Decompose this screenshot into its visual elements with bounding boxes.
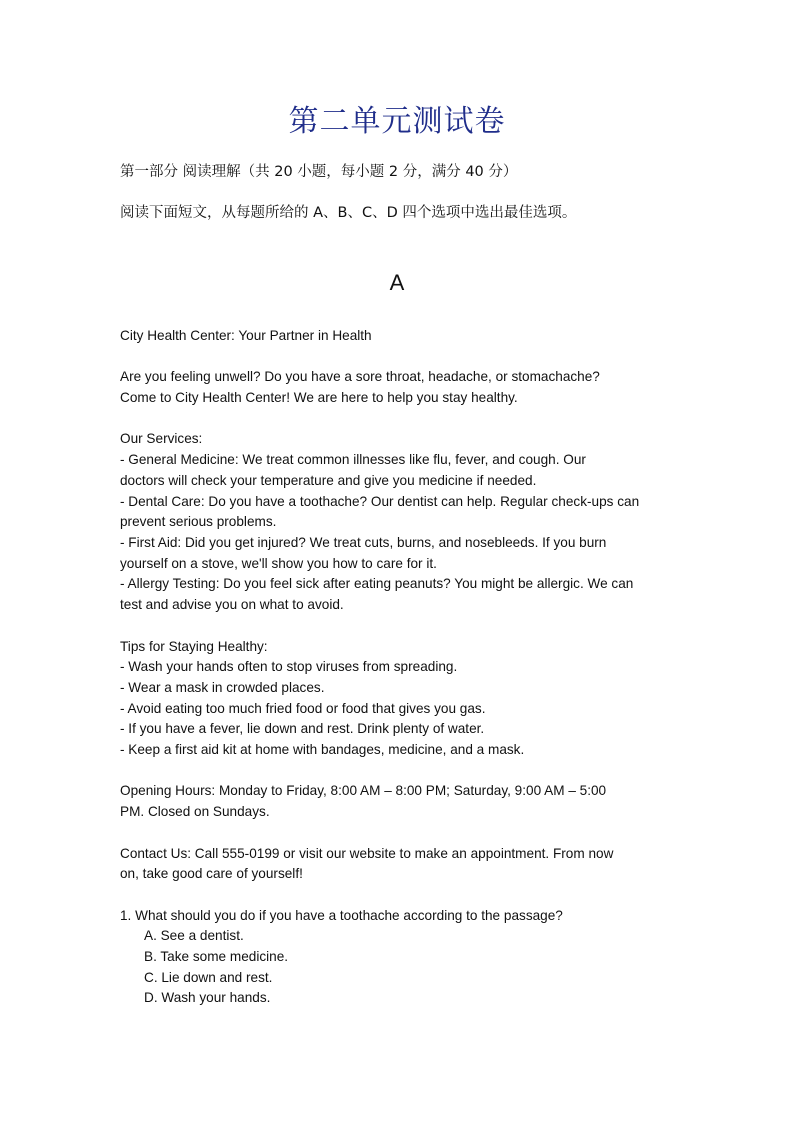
tip-line: - Wear a mask in crowded places. xyxy=(120,679,325,695)
service-line: - Allergy Testing: Do you feel sick after eating peanuts? You might be allergic. We can xyxy=(120,576,634,592)
tip-line: - Avoid eating too much fried food or food that gives you gas. xyxy=(120,700,486,716)
tips-title: Tips for Staying Healthy: xyxy=(120,638,268,654)
service-line: - General Medicine: We treat common illnesses like flu, fever, and cough. Our xyxy=(120,452,586,468)
service-line: prevent serious problems. xyxy=(120,514,277,530)
contact-line: Contact Us: Call 555-0199 or visit our website to make an appointment. From now xyxy=(120,845,614,861)
page-title: 第二单元测试卷 xyxy=(288,104,506,139)
hours-line: Opening Hours: Monday to Friday, 8:00 AM – 8:00 PM; Saturday, 9:00 AM – 5:00 xyxy=(120,783,607,799)
passage-heading: City Health Center: Your Partner in Health xyxy=(120,328,372,343)
service-line: - First Aid: Did you get injured? We treat cuts, burns, and nosebleeds. If you burn xyxy=(120,535,607,550)
tip-line: - If you have a fever, lie down and rest. Drink plenty of water. xyxy=(120,721,485,737)
answer-option: A. See a dentist. xyxy=(144,928,244,944)
section-letter: A xyxy=(389,270,405,295)
reading-passage xyxy=(120,326,680,1009)
answer-option: B. Take some medicine. xyxy=(144,949,289,964)
question-stem: 1. What should you do if you have a toothache according to the passage? xyxy=(120,907,563,923)
instruction-text: 阅读下面短文，从每题所给的 A、B、C、D 四个选项中选出最佳选项。 xyxy=(120,205,577,221)
tip-line: - Wash your hands often to stop viruses from spreading. xyxy=(120,659,458,675)
tip-line: - Keep a first aid kit at home with bandages, medicine, and a mask. xyxy=(120,742,525,758)
answer-option: D. Wash your hands. xyxy=(144,990,271,1006)
intro-line: Are you feeling unwell? Do you have a sore throat, headache, or stomachache? xyxy=(120,369,600,385)
service-line: doctors will check your temperature and give you medicine if needed. xyxy=(120,472,537,488)
contact-line: on, take good care of yourself! xyxy=(120,866,303,882)
service-line: test and advise you on what to avoid. xyxy=(120,597,344,613)
service-line: - Dental Care: Do you have a toothache? Our dentist can help. Regular check-ups can xyxy=(120,493,640,509)
part-heading: 第一部分 阅读理解（共 20 小题，每小题 2 分，满分 40 分） xyxy=(120,164,518,180)
answer-option: C. Lie down and rest. xyxy=(144,969,273,985)
service-line: yourself on a stove, we'll show you how to care for it. xyxy=(120,555,437,571)
services-title: Our Services: xyxy=(120,431,203,447)
hours-line: PM. Closed on Sundays. xyxy=(120,804,270,820)
intro-line: Come to City Health Center! We are here to help you stay healthy. xyxy=(120,390,518,406)
